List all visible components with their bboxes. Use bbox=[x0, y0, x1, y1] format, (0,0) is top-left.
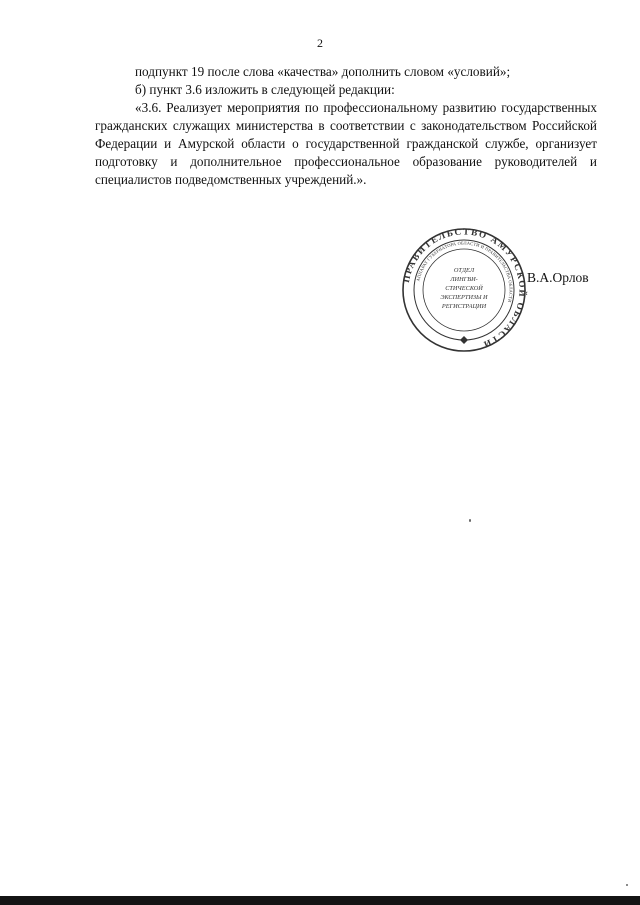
stamp-center-line: РЕГИСТРАЦИИ bbox=[441, 303, 487, 310]
signatory-name: В.А.Орлов bbox=[527, 270, 589, 285]
official-stamp bbox=[400, 226, 528, 354]
stamp-center-line: ОТДЕЛ bbox=[453, 267, 475, 274]
scan-bottom-edge bbox=[0, 896, 640, 905]
stamp-center-line: ЛИНГВИ- bbox=[450, 276, 478, 283]
scan-speck bbox=[469, 519, 471, 522]
stamp-inner-text: АППАРАТ ГУБЕРНАТОРА ОБЛАСТИ И ПРАВИТЕЛЬСТВА ОБЛАСТИ bbox=[415, 240, 514, 304]
paragraph-subitem-19: подпункт 19 после слова «качества» дополнить словом «условий»; bbox=[135, 64, 511, 79]
stamp-star-mark bbox=[460, 336, 468, 344]
stamp-center-line: ЭКСПЕРТИЗЫ И bbox=[440, 294, 488, 301]
page-number: 2 bbox=[317, 36, 323, 50]
paragraph-item-3-6-intro: б) пункт 3.6 изложить в следующей редакции: bbox=[135, 82, 395, 97]
paragraph-item-3-6-text: «3.6. Реализует мероприятия по профессиональному развитию государственных гражданских служащих министерства в соответствии с законодательством Российской Федерации и Амурской области о государственной гражданской службе, организует подготовку и дополнительное профессиональное образование руководителей и специалистов подведомственных учреждений.». bbox=[95, 100, 597, 187]
scan-speck bbox=[626, 884, 628, 886]
stamp-outer-text: ПРАВИТЕЛЬСТВО АМУРСКОЙ ОБЛАСТИ bbox=[400, 226, 528, 351]
stamp-center-line: СТИЧЕСКОЙ bbox=[445, 285, 483, 292]
